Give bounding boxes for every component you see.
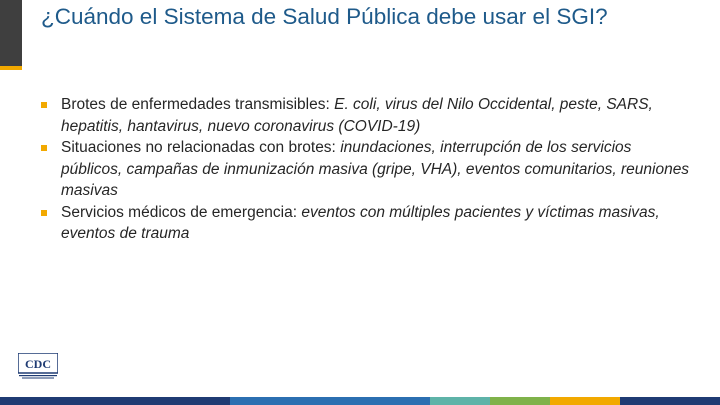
bullet-lead-text: Situaciones no relacionadas con brotes: bbox=[61, 139, 341, 156]
square-bullet-icon bbox=[41, 145, 47, 151]
cdc-logo bbox=[18, 353, 58, 380]
bullet-lead-text: Servicios médicos de emergencia: bbox=[61, 203, 302, 221]
title-accent-underline bbox=[0, 66, 22, 70]
square-bullet-icon bbox=[41, 102, 47, 108]
square-bullet-icon bbox=[41, 210, 47, 216]
bullet-item bbox=[40, 202, 690, 245]
bullet-item bbox=[40, 137, 690, 202]
title-accent-bar bbox=[0, 0, 22, 70]
bullet-lead-text: Brotes de enfermedades transmisibles: bbox=[61, 96, 335, 113]
cdc-logo-text: CDC bbox=[25, 357, 51, 371]
bullet-italic-text: E. coli, virus del Nilo Occidental, peste, SARS, hepatitis, hantavirus, nuevo coronavirus (COVID-19) bbox=[61, 96, 653, 135]
bullet-item bbox=[40, 94, 690, 137]
bottom-color-stripe bbox=[0, 397, 720, 405]
bullet-italic-text: inundaciones, interrupción de los servicios públicos, campañas de inmunización masiva (gripe, VHA), eventos comunitarios, reuniones masivas bbox=[61, 139, 690, 199]
slide-title: ¿Cuándo el Sistema de Salud Pública debe usar el SGI? bbox=[41, 4, 608, 29]
bullet-italic-text: eventos con múltiples pacientes y víctimas masivas, eventos de trauma bbox=[61, 203, 660, 242]
bullet-list bbox=[40, 94, 690, 245]
